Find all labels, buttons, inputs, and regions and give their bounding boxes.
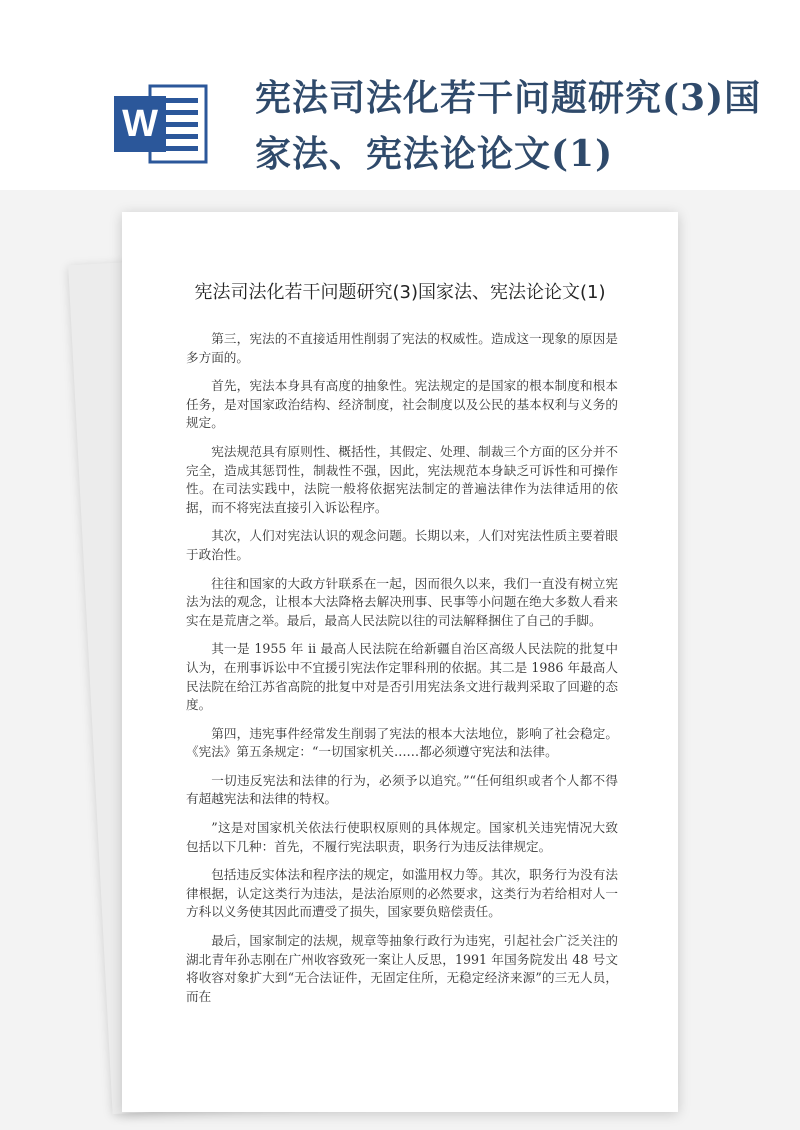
paragraph-2: 首先，宪法本身具有高度的抽象性。宪法规定的是国家的根本制度和根本任务，是对国家政治结构、经济制度，社会制度以及公民的基本权利与义务的规定。 — [186, 378, 618, 431]
paragraph-5: 往往和国家的大政方针联系在一起，因而很久以来，我们一直没有树立宪法为法的观念，让根本大法降格去解决刑事、民事等小问题在绝大多数人看来实在是荒唐之举。最后，最高人民法院以往的司法解释捆住了自己的手脚。 — [186, 575, 618, 628]
document-body — [186, 330, 618, 1016]
svg-text:W: W — [122, 103, 158, 145]
paragraph-3: 宪法规范具有原则性、概括性，其假定、处理、制裁三个方面的区分并不完全，造成其惩罚性，制裁性不强，因此，宪法规范本身缺乏可诉性和可操作性。在司法实践中，法院一般将依据宪法制定的普遍法律作为法律适用的依据，而不将宪法直接引入诉讼程序。 — [186, 443, 618, 515]
paragraph-7: 第四，违宪事件经常发生削弱了宪法的根本大法地位，影响了社会稳定。《宪法》第五条规定：“一切国家机关……都必须遵守宪法和法律。 — [186, 725, 618, 760]
banner-title: 宪法司法化若干问题研究(3)国家法、宪法论论文(1) — [255, 77, 762, 175]
paragraph-10: 包括违反实体法和程序法的规定，如滥用权力等。其次，职务行为没有法律根据，认定这类行为违法，是法治原则的必然要求，这类行为若给相对人一方科以义务使其因此而遭受了损失，国家要负赔偿责任。 — [186, 867, 618, 920]
paragraph-6: 其一是 1955 年 ii 最高人民法院在给新疆自治区高级人民法院的批复中认为，在刑事诉讼中不宜援引宪法作定罪科刑的依据。其二是 1986 年最高人民法院在给江苏省高院的批复中对是否引用宪法条文进行裁判采取了回避的态度。 — [186, 641, 618, 713]
paragraph-4: 其次，人们对宪法认识的观念问题。长期以来，人们对宪法性质主要着眼于政治性。 — [186, 528, 618, 562]
banner — [0, 0, 800, 200]
paragraph-9: ”这是对国家机关依法行使职权原则的具体规定。国家机关违宪情况大致包括以下几种：首先，不履行宪法职责，职务行为违反法律规定。 — [186, 820, 618, 854]
paragraph-8: 一切违反宪法和法律的行为，必须予以追究。”“任何组织或者个人都不得有超越宪法和法律的特权。 — [186, 772, 618, 807]
document-page — [122, 212, 678, 1112]
paragraph-11: 最后，国家制定的法规，规章等抽象行政行为违宪，引起社会广泛关注的湖北青年孙志刚在广州收容致死一案让人反思，1991 年国务院发出 48 号文将收容对象扩大到“无合法证件，无固定住所，无稳定经济来源”的三无人员，而在 — [186, 933, 618, 1004]
paragraph-1: 第三，宪法的不直接适用性削弱了宪法的权威性。造成这一现象的原因是多方面的。 — [186, 331, 618, 365]
document-title: 宪法司法化若干问题研究(3)国家法、宪法论论文(1) — [194, 282, 606, 303]
word-document-icon — [112, 80, 212, 168]
